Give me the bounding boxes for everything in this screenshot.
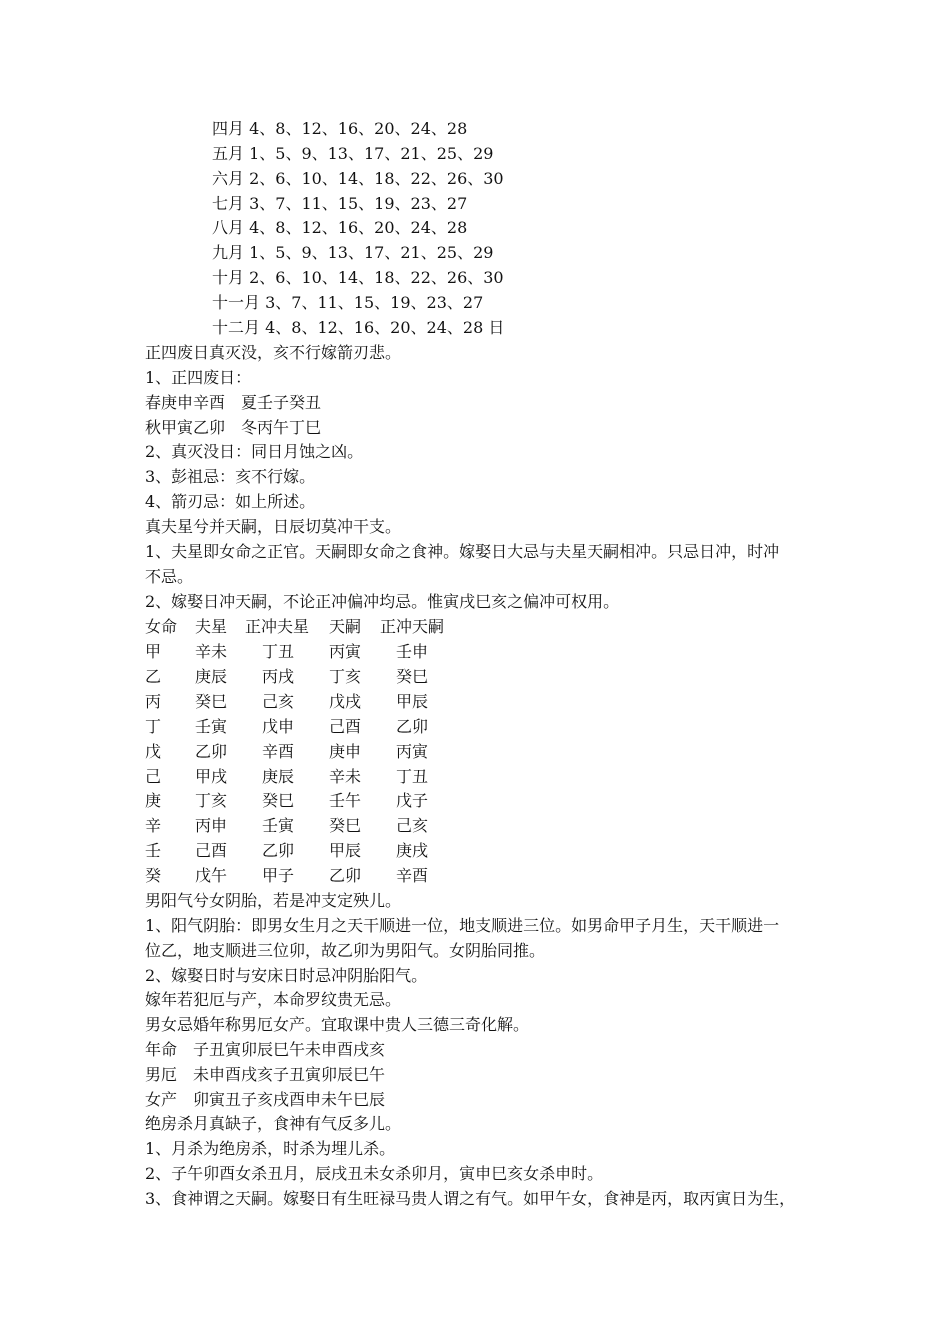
- table-header: 天嗣: [329, 617, 362, 636]
- table-cell: 己: [145, 766, 162, 786]
- table-cell: 戊子: [396, 791, 429, 811]
- paragraph-line: 春庚申辛酉 夏壬子癸丑: [145, 393, 322, 412]
- paragraph-line: 位乙，地支顺进三位卯，故乙卯为男阳气。女阴胎同推。: [145, 941, 546, 960]
- paragraph-line: 1、阳气阴胎：即男女生月之天干顺进一位，地支顺进三位。如男命甲子月生，天干顺进一: [145, 916, 780, 935]
- paragraph-line: 秋甲寅乙卯 冬丙午丁巳: [145, 418, 322, 437]
- table-cell: 丁亥: [329, 666, 362, 686]
- table-cell: 壬寅: [262, 816, 295, 836]
- table-cell: 辛酉: [262, 741, 295, 761]
- table-cell: 丙寅: [396, 741, 429, 761]
- paragraph-line: 2、嫁娶日冲天嗣，不论正冲偏冲均忌。惟寅戌巳亥之偏冲可权用。: [145, 592, 620, 611]
- verse-line: 嫁年若犯厄与产，本命罗纹贵无忌。: [145, 990, 402, 1009]
- table-cell: 庚辰: [262, 766, 295, 786]
- table-cell: 乙: [145, 666, 162, 686]
- table-cell: 甲戌: [195, 766, 228, 786]
- table-cell: 辛未: [195, 642, 228, 661]
- verse-line: 绝房杀月真缺子，食神有气反多儿。: [145, 1114, 402, 1133]
- table-cell: 庚申: [329, 741, 362, 761]
- table-cell: 丙戌: [262, 666, 295, 686]
- table-cell: 甲子: [262, 866, 295, 886]
- table-cell: 壬寅: [195, 716, 228, 736]
- verse-line: 男阳气兮女阴胎，若是冲支定殃儿。: [145, 891, 402, 910]
- paragraph-line: 2、真灭没日：同日月蚀之凶。: [145, 442, 364, 461]
- table-cell: 乙卯: [329, 866, 362, 886]
- month-line: 十月 2、6、10、14、18、22、26、30: [212, 268, 504, 287]
- table-cell: 癸巳: [195, 691, 228, 711]
- table-cell: 丁丑: [396, 766, 429, 786]
- table-header: 女命: [145, 617, 178, 636]
- verse-line: 真夫星兮并天嗣，日辰切莫冲干支。: [145, 517, 402, 536]
- paragraph-line: 1、月杀为绝房杀，时杀为埋儿杀。: [145, 1139, 396, 1158]
- month-line: 四月 4、8、12、16、20、24、28: [212, 119, 468, 138]
- table-cell: 己亥: [396, 816, 429, 836]
- table-cell: 己亥: [262, 691, 295, 711]
- paragraph-line: 年命 子丑寅卯辰巳午未申酉戌亥: [145, 1040, 386, 1059]
- month-line: 九月 1、5、9、13、17、21、25、29: [212, 243, 494, 262]
- table-cell: 丙寅: [329, 642, 362, 661]
- table-cell: 戊: [145, 741, 162, 761]
- table-cell: 甲辰: [329, 841, 362, 861]
- table-cell: 庚戌: [396, 841, 429, 861]
- paragraph-line: 女产 卯寅丑子亥戌酉申未午巳辰: [145, 1090, 386, 1109]
- table-cell: 癸巳: [396, 666, 429, 686]
- table-cell: 甲: [145, 642, 162, 661]
- table-cell: 庚: [145, 791, 162, 811]
- month-line: 十一月 3、7、11、15、19、23、27: [212, 293, 484, 312]
- month-line: 五月 1、5、9、13、17、21、25、29: [212, 144, 494, 163]
- table-cell: 丁丑: [262, 642, 295, 661]
- paragraph-line: 男女忌婚年称男厄女产。宜取课中贵人三德三奇化解。: [145, 1015, 530, 1034]
- paragraph-line: 4、箭刃忌：如上所述。: [145, 492, 316, 511]
- paragraph-line: 2、子午卯酉女杀丑月，辰戌丑未女杀卯月，寅申巳亥女杀申时。: [145, 1164, 604, 1183]
- table-cell: 癸巳: [329, 816, 362, 836]
- table-cell: 辛未: [329, 766, 362, 786]
- paragraph-line: 不忌。: [145, 567, 194, 586]
- table-cell: 丙申: [195, 816, 228, 836]
- table-cell: 壬申: [396, 642, 429, 661]
- table-cell: 己酉: [195, 841, 228, 861]
- table-header: 正冲天嗣: [380, 617, 445, 636]
- month-line: 六月 2、6、10、14、18、22、26、30: [212, 169, 504, 188]
- table-header: 正冲夫星: [245, 617, 310, 636]
- month-line: 十二月 4、8、12、16、20、24、28 日: [212, 318, 505, 337]
- table-header: 夫星: [195, 617, 228, 636]
- table-cell: 壬午: [329, 791, 362, 811]
- verse-line: 正四废日真灭没，亥不行嫁箭刃悲。: [145, 343, 402, 362]
- table-cell: 戊申: [262, 716, 295, 736]
- paragraph-line: 1、夫星即女命之正官。天嗣即女命之食神。嫁娶日大忌与夫星天嗣相冲。只忌日冲，时冲: [145, 542, 780, 561]
- table-cell: 戊戌: [329, 691, 362, 711]
- table-cell: 辛: [145, 816, 162, 836]
- table-cell: 乙卯: [262, 841, 295, 861]
- paragraph-line: 3、彭祖忌：亥不行嫁。: [145, 467, 316, 486]
- table-cell: 戊午: [195, 866, 228, 886]
- paragraph-line: 1、正四废日：: [145, 368, 252, 387]
- table-cell: 壬: [145, 841, 162, 861]
- table-cell: 乙卯: [396, 716, 429, 736]
- table-cell: 辛酉: [396, 866, 429, 886]
- table-cell: 丁亥: [195, 791, 228, 811]
- table-cell: 癸巳: [262, 791, 295, 811]
- table-cell: 癸: [145, 866, 162, 886]
- table-cell: 甲辰: [396, 691, 429, 711]
- paragraph-line: 3、食神谓之天嗣。嫁娶日有生旺禄马贵人谓之有气。如甲午女，食神是丙，取丙寅日为生，: [145, 1189, 796, 1208]
- paragraph-line: 男厄 未申酉戌亥子丑寅卯辰巳午: [145, 1065, 386, 1084]
- month-line: 八月 4、8、12、16、20、24、28: [212, 218, 468, 237]
- table-cell: 己酉: [329, 716, 362, 736]
- paragraph-line: 2、嫁娶日时与安床日时忌冲阴胎阳气。: [145, 966, 428, 985]
- table-cell: 庚辰: [195, 666, 228, 686]
- table-cell: 乙卯: [195, 741, 228, 761]
- table-cell: 丙: [145, 691, 162, 711]
- table-cell: 丁: [145, 716, 162, 736]
- month-line: 七月 3、7、11、15、19、23、27: [212, 194, 468, 213]
